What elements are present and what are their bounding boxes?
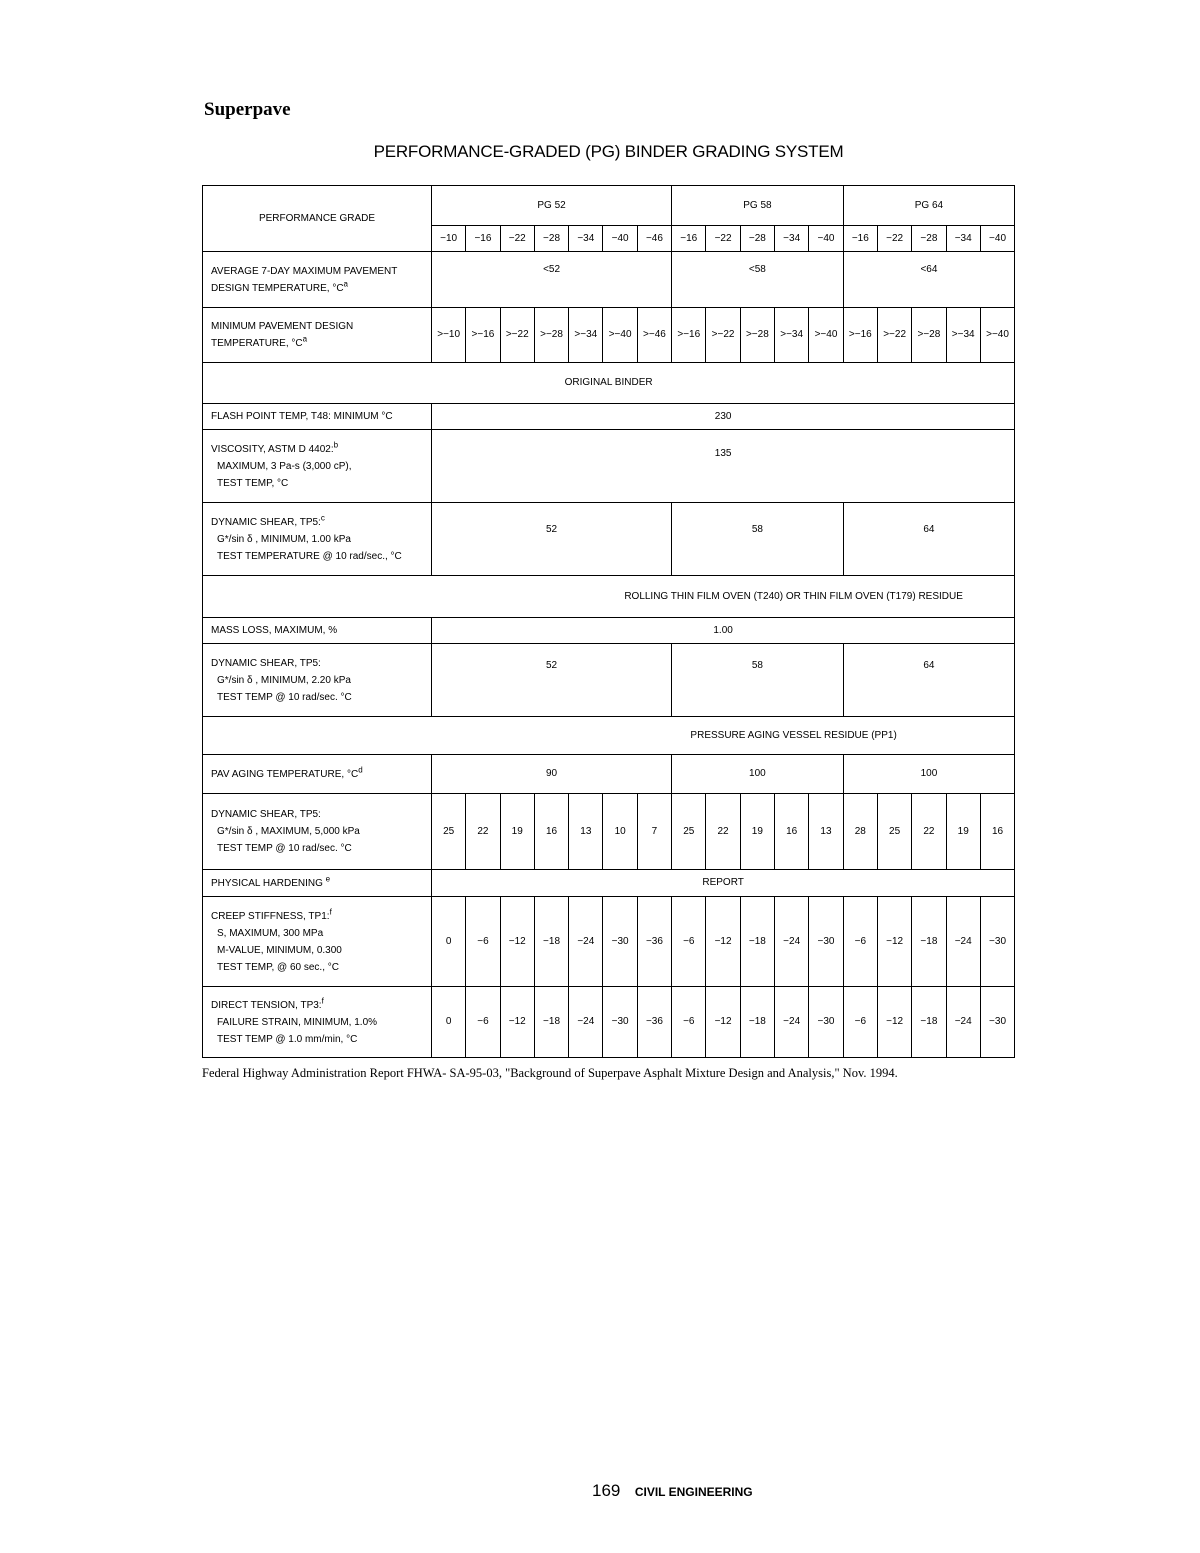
sub-grade-cell: −40: [980, 226, 1014, 252]
min-design-cell: >−40: [809, 308, 843, 363]
dynamic-shear-pav-cell: 7: [637, 794, 671, 870]
dynamic-shear-pav-cell: 25: [672, 794, 706, 870]
group-header: PG 52: [432, 186, 672, 226]
dynamic-shear-pav-row: [203, 794, 1015, 870]
min-design-cell: >−34: [569, 308, 603, 363]
performance-grade-label: PERFORMANCE GRADE: [203, 186, 432, 252]
dynamic-shear-rtfo-value: 52: [432, 644, 672, 717]
dynamic-shear-original-value: 58: [672, 503, 844, 576]
dynamic-shear-pav-cell: 13: [809, 794, 843, 870]
dynamic-shear-rtfo-row: [203, 644, 1015, 717]
section-row-original: [203, 363, 1015, 404]
direct-tension-cell: −30: [603, 987, 637, 1058]
direct-tension-cell: −18: [740, 987, 774, 1058]
creep-stiffness-row: [203, 897, 1015, 987]
direct-tension-cell: −30: [980, 987, 1014, 1058]
flash-point-value: 230: [432, 404, 1015, 430]
dynamic-shear-pav-cell: 10: [603, 794, 637, 870]
avg-max-temp-row: [203, 252, 1015, 308]
min-design-cell: >−16: [672, 308, 706, 363]
direct-tension-cell: −18: [534, 987, 568, 1058]
sub-grade-cell: −34: [775, 226, 809, 252]
min-design-temp-label: MINIMUM PAVEMENT DESIGN TEMPERATURE, $^\circ C^a$: [203, 308, 432, 363]
avg-max-value: <52: [432, 252, 672, 308]
pav-temp-value: 100: [843, 755, 1015, 794]
footer-section-name: CIVIL ENGINEERING: [634, 1485, 753, 1499]
dynamic-shear-pav-cell: 22: [466, 794, 500, 870]
page-number: 169: [592, 1481, 621, 1500]
section-label-pav: PRESSURE AGING VESSEL RESIDUE (PP1): [203, 717, 1015, 755]
avg-max-temp-label: AVERAGE 7-DAY MAXIMUM PAVEMENT DESIGN TEMPERATURE, $^\circ C^a$: [203, 252, 432, 308]
min-design-cell: >−34: [946, 308, 980, 363]
section-row-rtfo: [203, 576, 1015, 618]
source-footnote: Federal Highway Administration Report FHWA- SA-95-03, "Background of Superpave Asphalt Mixture Design and Analysis," Nov. 1994.: [202, 1066, 898, 1080]
min-design-cell: >−28: [912, 308, 946, 363]
creep-stiffness-label: CREEP STIFFNESS, TP1:$^f$ S, MAXIMUM, 300 MPa M-VALUE, MINIMUM, 0.300 TEST TEMP, @ 60 sec., °C: [203, 897, 432, 987]
min-design-cell: >−10: [432, 308, 466, 363]
direct-tension-row: [203, 987, 1015, 1058]
viscosity-row: [203, 430, 1015, 503]
dynamic-shear-pav-cell: 22: [706, 794, 740, 870]
grade-group-row: [203, 186, 1015, 226]
viscosity-value: 135: [432, 430, 1015, 503]
sub-grade-cell: −28: [912, 226, 946, 252]
sub-grade-cell: −40: [603, 226, 637, 252]
sub-grade-cell: −40: [809, 226, 843, 252]
sub-grade-cell: −16: [843, 226, 877, 252]
dynamic-shear-pav-cell: 22: [912, 794, 946, 870]
creep-cell: −12: [500, 897, 534, 987]
group-header: PG 58: [672, 186, 844, 226]
avg-max-value: <64: [843, 252, 1015, 308]
pg-grading-table: [202, 185, 1015, 1058]
direct-tension-cell: −12: [706, 987, 740, 1058]
dynamic-shear-rtfo-value: 64: [843, 644, 1015, 717]
dynamic-shear-rtfo-value: 58: [672, 644, 844, 717]
dynamic-shear-pav-cell: 19: [946, 794, 980, 870]
creep-cell: −24: [775, 897, 809, 987]
section-label-rtfo: ROLLING THIN FILM OVEN (T240) OR THIN FILM OVEN (T179) RESIDUE: [203, 576, 1015, 618]
direct-tension-cell: −6: [466, 987, 500, 1058]
direct-tension-cell: −24: [775, 987, 809, 1058]
min-design-cell: >−28: [740, 308, 774, 363]
direct-tension-cell: −36: [637, 987, 671, 1058]
min-design-cell: >−34: [775, 308, 809, 363]
pav-temp-label: PAV AGING TEMPERATURE, $^\circ C^d$: [203, 755, 432, 794]
dynamic-shear-original-value: 52: [432, 503, 672, 576]
min-design-cell: >−22: [706, 308, 740, 363]
direct-tension-cell: −6: [672, 987, 706, 1058]
min-design-cell: >−16: [843, 308, 877, 363]
min-design-cell: >−22: [877, 308, 911, 363]
sub-grade-cell: −28: [740, 226, 774, 252]
table-title: PERFORMANCE-GRADED (PG) BINDER GRADING SYSTEM: [373, 142, 844, 161]
creep-cell: −12: [877, 897, 911, 987]
dynamic-shear-pav-cell: 28: [843, 794, 877, 870]
min-design-cell: >−46: [637, 308, 671, 363]
direct-tension-label: DIRECT TENSION, TP3:$^f$ FAILURE STRAIN, MINIMUM, 1.0% TEST TEMP @ 1.0 mm/min, °C: [203, 987, 432, 1058]
dynamic-shear-pav-cell: 25: [877, 794, 911, 870]
sub-grade-cell: −34: [569, 226, 603, 252]
dynamic-shear-original-row: [203, 503, 1015, 576]
pav-temp-value: 90: [432, 755, 672, 794]
creep-cell: −6: [672, 897, 706, 987]
creep-cell: −36: [637, 897, 671, 987]
dynamic-shear-pav-cell: 16: [775, 794, 809, 870]
creep-cell: −24: [946, 897, 980, 987]
dynamic-shear-pav-cell: 19: [500, 794, 534, 870]
pav-temp-row: [203, 755, 1015, 794]
viscosity-label: VISCOSITY, ASTM D 4402:$^b$ MAXIMUM, 3 Pa-s (3,000 cP), TEST TEMP, °C: [203, 430, 432, 503]
physical-hardening-label: PHYSICAL HARDENING $^e$: [203, 870, 432, 897]
min-design-cell: >−40: [980, 308, 1014, 363]
avg-max-value: <58: [672, 252, 844, 308]
physical-hardening-row: [203, 870, 1015, 897]
min-design-cell: >−16: [466, 308, 500, 363]
dynamic-shear-pav-cell: 16: [980, 794, 1014, 870]
creep-cell: −18: [740, 897, 774, 987]
direct-tension-cell: −24: [946, 987, 980, 1058]
dynamic-shear-pav-cell: 16: [534, 794, 568, 870]
mass-loss-value: 1.00: [432, 618, 1015, 644]
direct-tension-cell: 0: [432, 987, 466, 1058]
creep-cell: −12: [706, 897, 740, 987]
min-design-temp-row: [203, 308, 1015, 363]
creep-cell: −18: [534, 897, 568, 987]
mass-loss-label: MASS LOSS, MAXIMUM, %: [203, 618, 432, 644]
section-heading: Superpave: [204, 99, 291, 120]
dynamic-shear-original-value: 64: [843, 503, 1015, 576]
sub-grade-cell: −34: [946, 226, 980, 252]
min-design-cell: >−22: [500, 308, 534, 363]
direct-tension-cell: −30: [809, 987, 843, 1058]
direct-tension-cell: −6: [843, 987, 877, 1058]
section-label-original: ORIGINAL BINDER: [203, 363, 1015, 404]
creep-cell: −30: [980, 897, 1014, 987]
direct-tension-cell: −12: [877, 987, 911, 1058]
flash-point-label: FLASH POINT TEMP, T48: MINIMUM °C: [203, 404, 432, 430]
direct-tension-cell: −12: [500, 987, 534, 1058]
dynamic-shear-pav-cell: 19: [740, 794, 774, 870]
direct-tension-cell: −24: [569, 987, 603, 1058]
creep-cell: −18: [912, 897, 946, 987]
sub-grade-cell: −22: [706, 226, 740, 252]
sub-grade-cell: −16: [672, 226, 706, 252]
dynamic-shear-pav-cell: 25: [432, 794, 466, 870]
sub-grade-cell: −10: [432, 226, 466, 252]
sub-grade-cell: −46: [637, 226, 671, 252]
min-design-cell: >−28: [534, 308, 568, 363]
flash-point-row: [203, 404, 1015, 430]
physical-hardening-value: REPORT: [432, 870, 1015, 897]
sub-grade-cell: −16: [466, 226, 500, 252]
creep-cell: 0: [432, 897, 466, 987]
creep-cell: −24: [569, 897, 603, 987]
page-footer: [592, 1481, 753, 1501]
min-design-cell: >−40: [603, 308, 637, 363]
sub-grade-cell: −22: [877, 226, 911, 252]
dynamic-shear-pav-cell: 13: [569, 794, 603, 870]
section-row-pav: [203, 717, 1015, 755]
creep-cell: −6: [466, 897, 500, 987]
dynamic-shear-pav-label: DYNAMIC SHEAR, TP5: G*/sin δ , MAXIMUM, 5,000 kPa TEST TEMP @ 10 rad/sec. °C: [203, 794, 432, 870]
direct-tension-cell: −18: [912, 987, 946, 1058]
pav-temp-value: 100: [672, 755, 844, 794]
sub-grade-cell: −22: [500, 226, 534, 252]
creep-cell: −6: [843, 897, 877, 987]
dynamic-shear-rtfo-label: DYNAMIC SHEAR, TP5: G*/sin δ , MINIMUM, 2.20 kPa TEST TEMP @ 10 rad/sec. °C: [203, 644, 432, 717]
sub-grade-cell: −28: [534, 226, 568, 252]
creep-cell: −30: [809, 897, 843, 987]
dynamic-shear-original-label: DYNAMIC SHEAR, TP5:$^c$ G*/sin δ , MINIMUM, 1.00 kPa TEST TEMPERATURE @ 10 rad/sec., °C: [203, 503, 432, 576]
group-header: PG 64: [843, 186, 1015, 226]
creep-cell: −30: [603, 897, 637, 987]
mass-loss-row: [203, 618, 1015, 644]
